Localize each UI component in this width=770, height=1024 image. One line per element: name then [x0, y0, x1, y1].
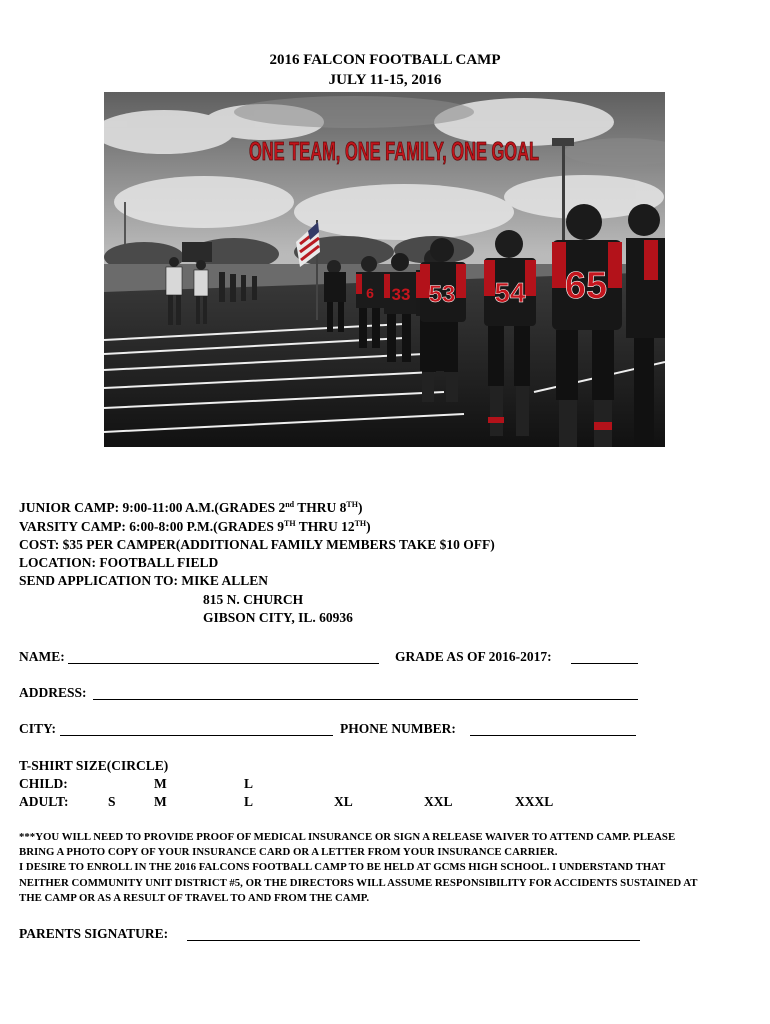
grade-label: GRADE AS OF 2016-2017: — [395, 649, 552, 664]
adult-size-s[interactable]: S — [108, 794, 116, 809]
name-field[interactable] — [68, 663, 379, 664]
jersey-number: 65 — [564, 265, 608, 307]
child-label: CHILD: — [19, 776, 68, 791]
junior-camp-line: JUNIOR CAMP: 9:00-11:00 A.M.(GRADES 2nd THRU 8TH) — [19, 500, 363, 515]
signature-label: PARENTS SIGNATURE: — [19, 926, 169, 941]
adult-size-l[interactable]: L — [244, 794, 254, 809]
signature-field[interactable] — [187, 940, 640, 941]
camp-dates: JULY 11-15, 2016 — [328, 72, 442, 88]
name-label: NAME: — [19, 649, 65, 664]
insurance-notice-line: ***YOU WILL NEED TO PROVIDE PROOF OF MEDICAL INSURANCE OR SIGN A RELEASE WAIVER TO ATTEND CAMP. PLEASE — [19, 831, 676, 843]
mailing-street: 815 N. CHURCH — [203, 592, 304, 607]
insurance-notice-line: BRING A PHOTO COPY OF YOUR INSURANCE CARD OR A LETTER FROM YOUR INSURANCE CARRIER. — [19, 846, 558, 858]
jersey-number: 6 — [366, 285, 374, 301]
banner-slogan: ONE TEAM, ONE FAMILY, ONE GOAL — [249, 136, 540, 166]
adult-size-m[interactable]: M — [154, 794, 167, 809]
location-line: LOCATION: FOOTBALL FIELD — [19, 555, 219, 570]
child-size-m[interactable]: M — [154, 776, 167, 791]
adult-label: ADULT: — [19, 794, 69, 809]
tshirt-size-label: T-SHIRT SIZE(CIRCLE) — [19, 758, 169, 773]
city-label: CITY: — [19, 721, 57, 736]
address-label: ADDRESS: — [19, 685, 87, 700]
jersey-number: 53 — [428, 281, 456, 308]
send-application-line: SEND APPLICATION TO: MIKE ALLEN — [19, 573, 269, 588]
child-size-l[interactable]: L — [244, 776, 254, 791]
jersey-number: 54 — [494, 277, 526, 308]
city-field[interactable] — [60, 735, 333, 736]
team-photo — [104, 92, 665, 447]
adult-size-xxxl[interactable]: XXXL — [515, 794, 554, 809]
phone-field[interactable] — [470, 735, 636, 736]
waiver-line: THE CAMP OR AS A RESULT OF TRAVEL TO AND FROM THE CAMP. — [19, 892, 370, 904]
waiver-line: NEITHER COMMUNITY UNIT DISTRICT #5, OR THE DIRECTORS WILL ASSUME RESPONSIBILITY FOR ACCIDENTS SUSTAINED AT — [19, 877, 698, 889]
cost-line: COST: $35 PER CAMPER(ADDITIONAL FAMILY MEMBERS TAKE $10 OFF) — [19, 537, 495, 552]
camp-title: 2016 FALCON FOOTBALL CAMP — [269, 52, 501, 68]
grade-field[interactable] — [571, 663, 638, 664]
jersey-number: 33 — [391, 285, 411, 304]
phone-label: PHONE NUMBER: — [340, 721, 456, 736]
adult-size-xl[interactable]: XL — [334, 794, 353, 809]
adult-size-xxl[interactable]: XXL — [424, 794, 453, 809]
mailing-city: GIBSON CITY, IL. 60936 — [203, 610, 353, 625]
waiver-line: I DESIRE TO ENROLL IN THE 2016 FALCONS FOOTBALL CAMP TO BE HELD AT GCMS HIGH SCHOOL. I UNDERSTAND THAT — [19, 861, 666, 873]
varsity-camp-line: VARSITY CAMP: 6:00-8:00 P.M.(GRADES 9TH THRU 12TH) — [19, 519, 371, 534]
address-field[interactable] — [93, 699, 638, 700]
